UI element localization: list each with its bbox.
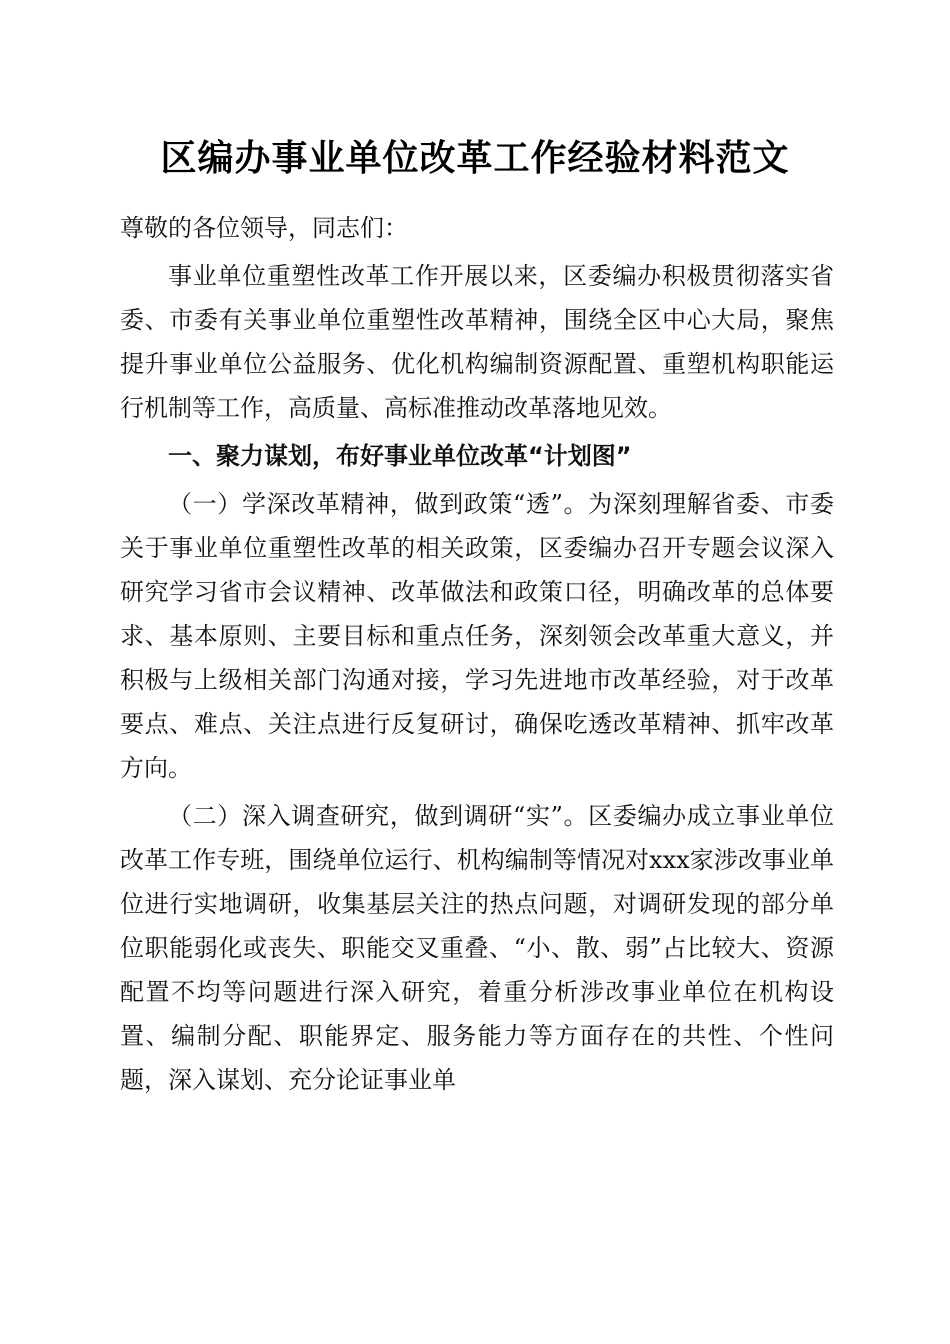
section-heading-1: 一、聚力谋划，布好事业单位改革“计划图”	[168, 442, 632, 470]
document-body	[120, 200, 834, 1102]
paragraph-2: （二）深入调查研究，做到调研“实”。区委编办成立事业单位改革工作专班，围绕单位运行、机构编制等情况对xxx家涉改事业单位进行实地调研，收集基层关注的热点问题，对调研发现的部分单位职能弱化或丧失、职能交叉重叠、“小、散、弱”占比较大、资源配置不均等问题进行深入研究，着重分析涉改事业单位在机构设置、编制分配、职能界定、服务能力等方面存在的共性、个性问题，深入谋划、充分论证事业单	[120, 802, 834, 1094]
paragraph-1: （一）学深改革精神，做到政策“透”。为深刻理解省委、市委关于事业单位重塑性改革的相关政策，区委编办召开专题会议深入研究学习省市会议精神、改革做法和政策口径，明确改革的总体要求、基本原则、主要目标和重点任务，深刻领会改革重大意义，并积极与上级相关部门沟通对接，学习先进地市改革经验，对于改革要点、难点、关注点进行反复研讨，确保吃透改革精神、抓牢改革方向。	[120, 490, 834, 782]
salutation: 尊敬的各位领导，同志们：	[120, 214, 408, 242]
intro-paragraph: 事业单位重塑性改革工作开展以来，区委编办积极贯彻落实省委、市委有关事业单位重塑性改革精神，围绕全区中心大局，聚焦提升事业单位公益服务、优化机构编制资源配置、重塑机构职能运行机制等工作，高质量、高标准推动改革落地见效。	[120, 262, 834, 422]
document-title: 区编办事业单位改革工作经验材料范文	[160, 138, 790, 179]
